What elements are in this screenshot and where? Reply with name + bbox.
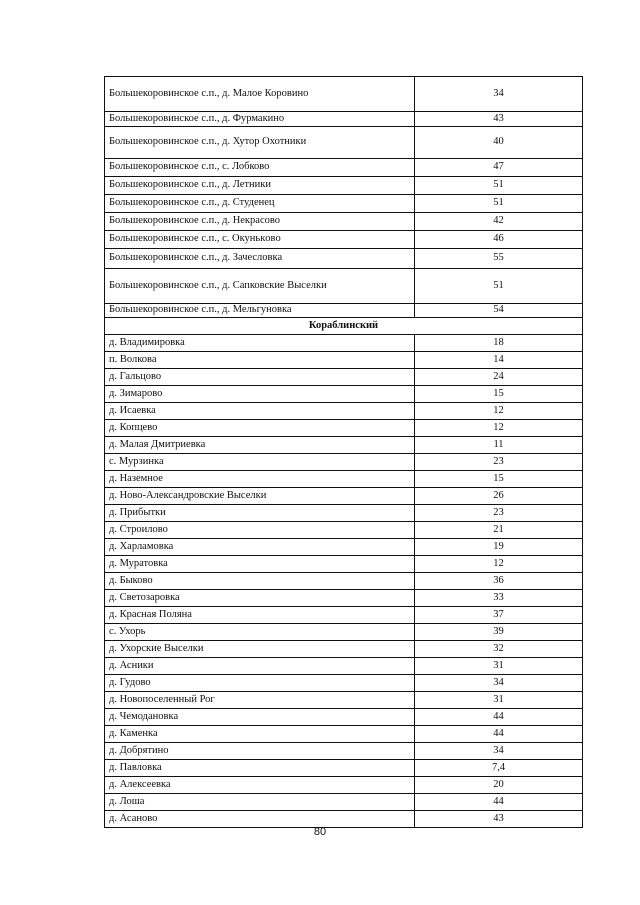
settlement-name: д. Быково <box>105 573 415 590</box>
settlement-value: 31 <box>415 692 583 709</box>
table-row <box>105 454 583 471</box>
settlement-name: д. Зимарово <box>105 386 415 403</box>
settlement-name: д. Новопоселенный Рог <box>105 692 415 709</box>
settlement-name: д. Владимировка <box>105 335 415 352</box>
settlement-value: 40 <box>415 127 583 159</box>
settlement-value: 26 <box>415 488 583 505</box>
settlement-name: д. Лоша <box>105 794 415 811</box>
settlement-value: 11 <box>415 437 583 454</box>
table-row <box>105 641 583 658</box>
table-row <box>105 709 583 726</box>
table-row <box>105 726 583 743</box>
settlement-value: 51 <box>415 177 583 195</box>
settlement-value: 15 <box>415 471 583 488</box>
settlement-value: 31 <box>415 658 583 675</box>
settlement-value: 14 <box>415 352 583 369</box>
table-row <box>105 369 583 386</box>
settlement-name: д. Строилово <box>105 522 415 539</box>
settlement-name: д. Ново-Александровские Выселки <box>105 488 415 505</box>
table-row <box>105 573 583 590</box>
settlement-value: 44 <box>415 726 583 743</box>
settlement-name: д. Муратовка <box>105 556 415 573</box>
settlement-name: д. Павловка <box>105 760 415 777</box>
page-number: 80 <box>313 826 327 838</box>
table-row <box>105 488 583 505</box>
settlement-name: д. Копцево <box>105 420 415 437</box>
table-row <box>105 743 583 760</box>
settlement-value: 32 <box>415 641 583 658</box>
settlement-value: 46 <box>415 231 583 249</box>
settlement-name: Большекоровинское с.п., д. Малое Коровино <box>105 77 415 112</box>
settlement-value: 37 <box>415 607 583 624</box>
table-row <box>105 77 583 112</box>
table-row <box>105 692 583 709</box>
table-row <box>105 658 583 675</box>
settlement-name: д. Светозаровка <box>105 590 415 607</box>
table-row <box>105 590 583 607</box>
settlement-value: 36 <box>415 573 583 590</box>
settlement-name: д. Асники <box>105 658 415 675</box>
table-row <box>105 811 583 828</box>
settlement-name: д. Гальцово <box>105 369 415 386</box>
settlement-name: д. Ухорские Выселки <box>105 641 415 658</box>
section-header-row <box>105 318 583 335</box>
settlement-name: д. Каменка <box>105 726 415 743</box>
settlement-value: 47 <box>415 159 583 177</box>
table-row <box>105 437 583 454</box>
settlement-name: д. Прибытки <box>105 505 415 522</box>
settlement-name: п. Волкова <box>105 352 415 369</box>
settlement-value: 44 <box>415 709 583 726</box>
settlement-name: Большекоровинское с.п., д. Сапковские Выселки <box>105 269 415 304</box>
table-row <box>105 539 583 556</box>
settlement-value: 24 <box>415 369 583 386</box>
settlement-value: 42 <box>415 213 583 231</box>
table-row <box>105 177 583 195</box>
table-row <box>105 675 583 692</box>
table-row <box>105 159 583 177</box>
settlement-name: Большекоровинское с.п., д. Фурмакино <box>105 112 415 127</box>
settlement-name: д. Харламовка <box>105 539 415 556</box>
settlement-name: Большекоровинское с.п., с. Окунькoво <box>105 231 415 249</box>
table-row <box>105 127 583 159</box>
settlement-value: 18 <box>415 335 583 352</box>
settlement-value: 19 <box>415 539 583 556</box>
settlement-name: д. Асаново <box>105 811 415 828</box>
settlement-value: 54 <box>415 304 583 318</box>
settlement-name: д. Исаевка <box>105 403 415 420</box>
table-row <box>105 505 583 522</box>
settlement-name: д. Чемодановка <box>105 709 415 726</box>
table-row <box>105 352 583 369</box>
settlement-value: 51 <box>415 269 583 304</box>
settlement-name: с. Ухорь <box>105 624 415 641</box>
table-row <box>105 231 583 249</box>
settlement-name: д. Красная Поляна <box>105 607 415 624</box>
settlement-name: д. Добрятино <box>105 743 415 760</box>
settlement-name: Большекоровинское с.п., д. Хутор Охотники <box>105 127 415 159</box>
table-row <box>105 195 583 213</box>
table-row <box>105 304 583 318</box>
table-row <box>105 269 583 304</box>
settlement-value: 21 <box>415 522 583 539</box>
table-row <box>105 403 583 420</box>
table-row <box>105 249 583 269</box>
settlement-value: 34 <box>415 675 583 692</box>
settlement-name: Большекоровинское с.п., д. Летники <box>105 177 415 195</box>
settlement-value: 43 <box>415 811 583 828</box>
settlement-value: 34 <box>415 743 583 760</box>
table-row <box>105 386 583 403</box>
settlement-value: 34 <box>415 77 583 112</box>
settlement-name: д. Гудово <box>105 675 415 692</box>
settlement-value: 12 <box>415 556 583 573</box>
settlement-value: 20 <box>415 777 583 794</box>
settlement-name: Большекоровинское с.п., д. Некрасово <box>105 213 415 231</box>
settlement-name: Большекоровинское с.п., д. Зачесловка <box>105 249 415 269</box>
settlement-value: 15 <box>415 386 583 403</box>
settlement-value: 55 <box>415 249 583 269</box>
settlement-value: 43 <box>415 112 583 127</box>
table-row <box>105 777 583 794</box>
section-header: Кораблинский <box>105 318 583 335</box>
settlement-value: 12 <box>415 420 583 437</box>
settlement-value: 23 <box>415 505 583 522</box>
table-row <box>105 794 583 811</box>
table-row <box>105 624 583 641</box>
table-row <box>105 112 583 127</box>
table-row <box>105 335 583 352</box>
table-row <box>105 471 583 488</box>
settlement-name: Большекоровинское с.п., с. Лобково <box>105 159 415 177</box>
settlement-value: 12 <box>415 403 583 420</box>
settlement-name: Большекоровинское с.п., д. Мельгуновка <box>105 304 415 318</box>
settlement-name: д. Малая Дмитриевка <box>105 437 415 454</box>
settlement-value: 39 <box>415 624 583 641</box>
settlement-value: 7,4 <box>415 760 583 777</box>
table-row <box>105 556 583 573</box>
table-row <box>105 607 583 624</box>
settlement-value: 23 <box>415 454 583 471</box>
settlement-name: с. Мурзинка <box>105 454 415 471</box>
table-row <box>105 213 583 231</box>
settlements-table <box>104 76 583 828</box>
settlement-name: Большекоровинское с.п., д. Студенец <box>105 195 415 213</box>
settlement-value: 44 <box>415 794 583 811</box>
table-row <box>105 760 583 777</box>
settlement-value: 51 <box>415 195 583 213</box>
settlement-name: д. Наземное <box>105 471 415 488</box>
table-row <box>105 420 583 437</box>
table-row <box>105 522 583 539</box>
settlement-name: д. Алексеевка <box>105 777 415 794</box>
settlement-value: 33 <box>415 590 583 607</box>
